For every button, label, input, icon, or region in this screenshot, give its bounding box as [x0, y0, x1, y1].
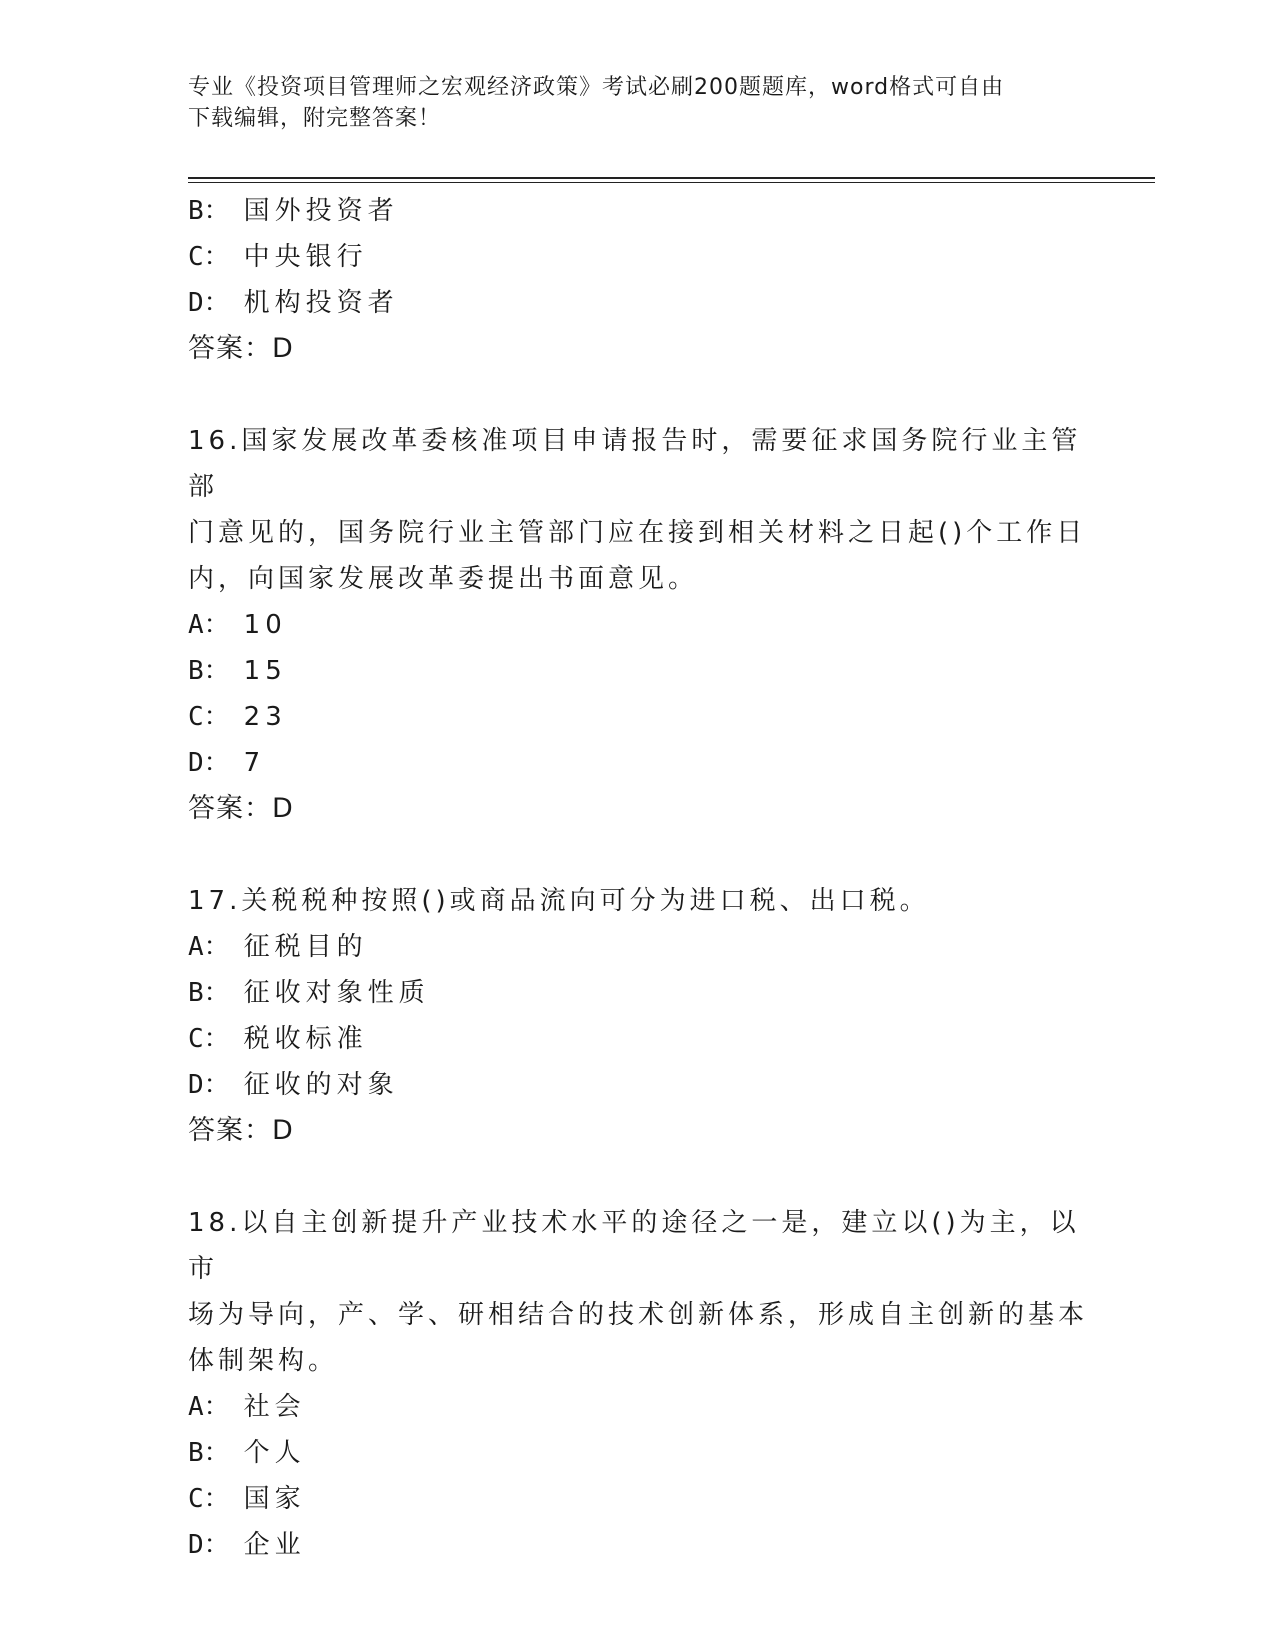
option-text: 15: [243, 656, 287, 686]
header-divider-thick: [188, 177, 1155, 179]
option-a: [188, 924, 1088, 970]
question-stem-line: 内，向国家发展改革委提出书面意见。: [188, 564, 699, 594]
question-15: [188, 188, 1088, 372]
option-text: 机构投资者: [243, 288, 399, 318]
option-text: 23: [243, 702, 287, 732]
option-label: D：: [188, 1530, 230, 1560]
option-label: B：: [188, 978, 230, 1008]
option-c: [188, 234, 1088, 280]
option-text: 中央银行: [243, 242, 368, 272]
option-text: 企业: [243, 1530, 306, 1560]
option-d: [188, 280, 1088, 326]
question-17: [188, 878, 1088, 1154]
option-b: [188, 970, 1088, 1016]
option-b: [188, 188, 1088, 234]
option-label: B：: [188, 1438, 230, 1468]
spacer: [188, 372, 1088, 418]
option-c: [188, 694, 1088, 740]
option-label: B：: [188, 656, 230, 686]
option-a: [188, 1384, 1088, 1430]
option-text: 国外投资者: [243, 196, 399, 226]
option-label: D：: [188, 748, 230, 778]
option-text: 征税目的: [243, 932, 368, 962]
option-label: D：: [188, 288, 230, 318]
header-divider-thin: [188, 182, 1155, 183]
option-label: B：: [188, 196, 230, 226]
question-18: [188, 1200, 1088, 1568]
header-line-2: 下载编辑，附完整答案！: [188, 106, 442, 131]
option-text: 税收标准: [243, 1024, 368, 1054]
option-text: 10: [243, 610, 287, 640]
answer: 答案：D: [188, 1115, 294, 1146]
option-d: [188, 740, 1088, 786]
option-label: C：: [188, 1484, 230, 1514]
question-stem-line: 场为导向，产、学、研相结合的技术创新体系，形成自主创新的基本: [188, 1300, 1089, 1330]
option-label: C：: [188, 242, 230, 272]
spacer: [188, 1154, 1088, 1200]
option-text: 国家: [243, 1484, 306, 1514]
question-16: [188, 418, 1088, 832]
option-text: 社会: [243, 1392, 306, 1422]
answer: 答案：D: [188, 793, 294, 824]
question-stem-line: 17.关税税种按照()或商品流向可分为进口税、出口税。: [188, 886, 930, 916]
option-label: A：: [188, 610, 230, 640]
question-list: [188, 188, 1088, 1568]
header-line-1: 专业《投资项目管理师之宏观经济政策》考试必刷200题题库，word格式可自由: [188, 75, 1005, 100]
option-label: A：: [188, 932, 230, 962]
question-stem-line: 18.以自主创新提升产业技术水平的途径之一是，建立以()为主，以市: [188, 1208, 1080, 1284]
answer: 答案：D: [188, 333, 294, 364]
option-label: A：: [188, 1392, 230, 1422]
option-label: D：: [188, 1070, 230, 1100]
option-label: C：: [188, 702, 230, 732]
option-text: 征收对象性质: [243, 978, 430, 1008]
spacer: [188, 832, 1088, 878]
option-c: [188, 1476, 1088, 1522]
option-text: 7: [243, 748, 266, 778]
document-header: [188, 72, 1078, 134]
option-d: [188, 1062, 1088, 1108]
option-a: [188, 602, 1088, 648]
option-b: [188, 1430, 1088, 1476]
question-stem-line: 体制架构。: [188, 1346, 339, 1376]
question-stem-line: 16.国家发展改革委核准项目申请报告时，需要征求国务院行业主管部: [188, 426, 1082, 502]
option-text: 个人: [243, 1438, 306, 1468]
option-d: [188, 1522, 1088, 1568]
option-c: [188, 1016, 1088, 1062]
option-b: [188, 648, 1088, 694]
option-label: C：: [188, 1024, 230, 1054]
question-stem-line: 门意见的，国务院行业主管部门应在接到相关材料之日起()个工作日: [188, 518, 1087, 548]
option-text: 征收的对象: [243, 1070, 399, 1100]
